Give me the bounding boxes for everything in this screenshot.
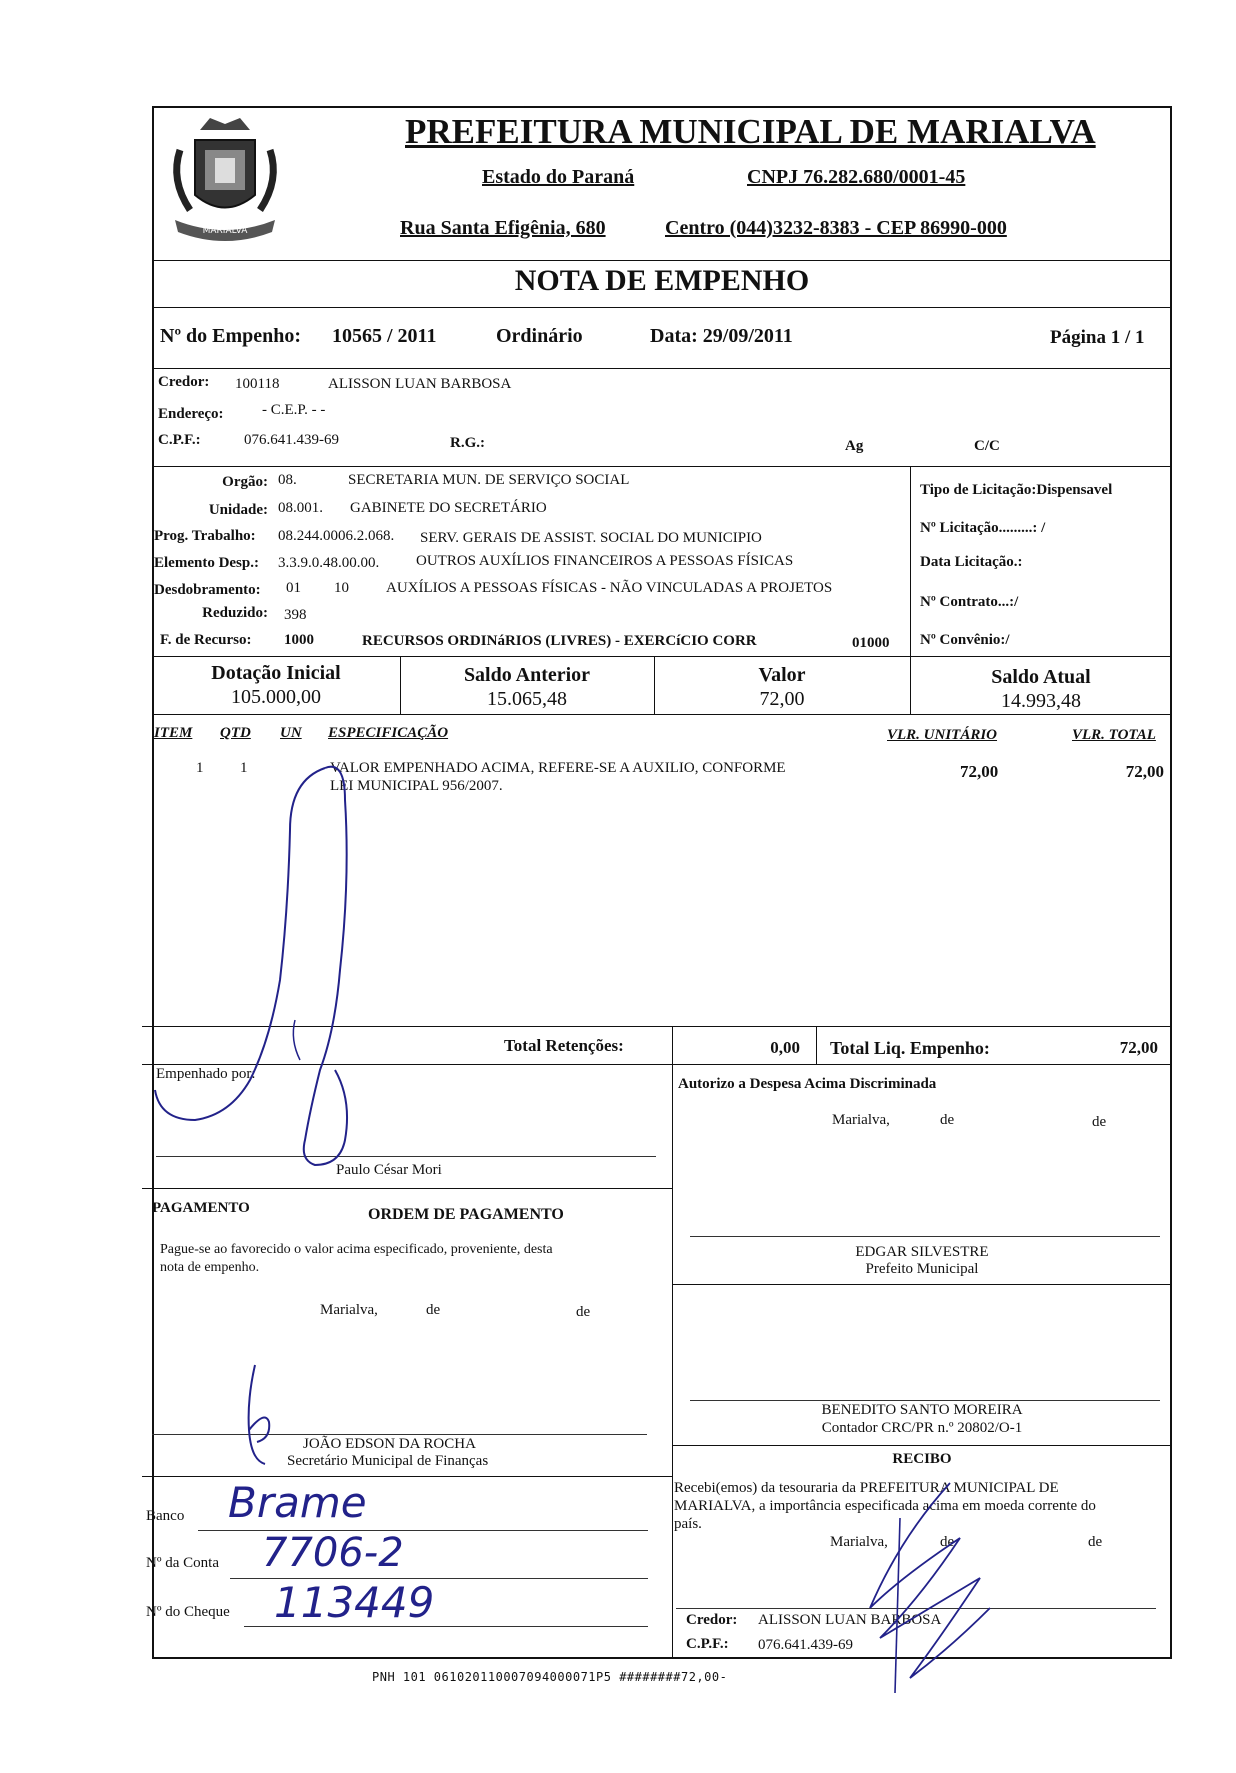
prog-code: 08.244.0006.2.068. — [278, 528, 395, 544]
recibo-credor-label: Credor: — [686, 1612, 738, 1628]
item-qtd: 1 — [240, 760, 248, 776]
retencoes-label: Total Retenções: — [504, 1036, 624, 1055]
credor-code: 100118 — [235, 376, 280, 392]
divider — [152, 656, 1172, 657]
fonte-code2: 01000 — [852, 635, 890, 651]
municipality-title: PREFEITURA MUNICIPAL DE MARIALVA — [405, 112, 1096, 151]
cheque-handwritten: 113449 — [274, 1578, 435, 1627]
divider — [672, 1026, 673, 1064]
page-number: Página 1 / 1 — [1050, 327, 1145, 348]
financas-signature — [235, 1360, 295, 1470]
desdobramento-label: Desdobramento: — [154, 582, 261, 598]
ordem-pagamento-label: ORDEM DE PAGAMENTO — [368, 1206, 564, 1223]
pagamento-de1: de — [426, 1302, 441, 1318]
ag-label: Ag — [845, 438, 864, 454]
fonte-label: F. de Recurso: — [160, 632, 252, 648]
orgao-code: 08. — [278, 472, 297, 488]
conta-handwritten: 7706-2 — [262, 1530, 404, 1576]
recibo-cpf-value: 076.641.439-69 — [758, 1637, 853, 1653]
financas-title: Secretário Municipal de Finanças — [287, 1453, 489, 1469]
item-vlr-unitario: 72,00 — [960, 762, 999, 781]
retencoes-value: 0,00 — [770, 1038, 800, 1057]
pagamento-label: PAGAMENTO — [152, 1200, 250, 1216]
signature-line — [690, 1236, 1160, 1237]
divider — [142, 1188, 672, 1189]
contact-label: Centro (044)3232-8383 - CEP 86990-000 — [665, 217, 1007, 239]
signature-line — [152, 1434, 647, 1435]
prefeito-name: EDGAR SILVESTRE — [855, 1244, 989, 1260]
divider — [152, 466, 1172, 467]
especificacao-header: ESPECIFICAÇÃO — [328, 725, 449, 741]
banco-handwritten: Brame — [228, 1478, 367, 1527]
divider — [142, 1476, 672, 1477]
elemento-code: 3.3.9.0.48.00.00. — [278, 555, 380, 571]
tipo-licitacao-text: Tipo de Licitação:Dispensavel — [920, 482, 1113, 498]
desdobramento-code2: 10 — [334, 580, 349, 596]
liquido-label: Total Liq. Empenho: — [830, 1038, 990, 1058]
desdobramento-name: AUXÍLIOS A PESSOAS FÍSICAS - NÃO VINCULADAS A PROJETOS — [386, 580, 833, 596]
elemento-name: OUTROS AUXÍLIOS FINANCEIROS A PESSOAS FÍSICAS — [416, 553, 794, 569]
qtd-header: QTD — [220, 725, 251, 741]
cpf-value: 076.641.439-69 — [244, 432, 339, 448]
endereco-label: Endereço: — [158, 406, 224, 422]
seal-text: MARIALVA — [202, 226, 248, 236]
reduzido-label: Reduzido: — [202, 605, 268, 621]
fonte-name: RECURSOS ORDINáRIOS (LIVRES) - EXERCíCIO CORR — [362, 633, 757, 649]
recibo-de2: de — [1088, 1534, 1103, 1550]
contador-title: Contador CRC/PR n.º 20802/O-1 — [821, 1420, 1023, 1436]
large-signature — [140, 740, 460, 1180]
divider — [672, 1445, 1172, 1446]
saldo-anterior-label: Saldo Anterior — [463, 664, 591, 686]
recibo-text-line2: MARIALVA, a importância especificada acima em moeda corrente do — [674, 1498, 1096, 1514]
item-spec-line2: LEI MUNICIPAL 956/2007. — [330, 778, 503, 794]
numero-licitacao: Nº Licitação.........: / — [920, 520, 1046, 536]
rg-label: R.G.: — [450, 435, 485, 451]
coat-of-arms-seal — [160, 110, 290, 250]
empenho-type: Ordinário — [496, 325, 583, 347]
pagamento-city: Marialva, — [320, 1302, 378, 1318]
autorizo-de1: de — [940, 1112, 955, 1128]
empenho-number: 10565 / 2011 — [332, 325, 437, 347]
cheque-label: Nº do Cheque — [146, 1604, 230, 1620]
numero-contrato: Nº Contrato...:/ — [920, 594, 1019, 610]
saldo-anterior-value: 15.065,48 — [487, 688, 567, 710]
autorizo-de2: de — [1092, 1114, 1107, 1130]
item-vlr-total: 72,00 — [1125, 762, 1164, 781]
unidade-code: 08.001. — [278, 500, 323, 516]
prog-name: SERV. GERAIS DE ASSIST. SOCIAL DO MUNICIPIO — [420, 530, 762, 546]
valor-value: 72,00 — [759, 688, 805, 710]
liquido-value: 72,00 — [1119, 1038, 1158, 1057]
recibo-city: Marialva, — [830, 1534, 888, 1550]
elemento-label: Elemento Desp.: — [154, 555, 259, 571]
orgao-name: SECRETARIA MUN. DE SERVIÇO SOCIAL — [348, 472, 630, 488]
fonte-code: 1000 — [284, 632, 314, 648]
item-header: ITEM — [154, 725, 193, 741]
item-number: 1 — [196, 760, 204, 776]
divider — [152, 714, 1172, 715]
recibo-text-line1: Recebi(emos) da tesouraria da PREFEITURA MUNICIPAL DE — [674, 1480, 1059, 1496]
cpf-label: C.P.F.: — [158, 432, 201, 448]
divider — [672, 1064, 673, 1659]
recibo-text-line3: país. — [674, 1516, 702, 1532]
recibo-de1: de — [940, 1534, 955, 1550]
reduzido-value: 398 — [284, 607, 307, 623]
dotacao-label: Dotação Inicial — [211, 662, 341, 684]
orgao-label: Orgão: — [222, 474, 268, 490]
divider — [152, 368, 1172, 369]
contador-name: BENEDITO SANTO MOREIRA — [821, 1402, 1023, 1418]
vlr-total-header: VLR. TOTAL — [1072, 727, 1156, 743]
tipo-licitacao — [920, 482, 1112, 499]
autorizo-city: Marialva, — [832, 1112, 890, 1128]
empenho-number-label: Nº do Empenho: — [160, 325, 302, 347]
state-label: Estado do Paraná — [482, 166, 635, 188]
data-licitacao: Data Licitação.: — [920, 554, 1023, 570]
address-label: Rua Santa Efigênia, 680 — [400, 217, 606, 239]
pagamento-de2: de — [576, 1304, 591, 1320]
conta-label: Nº da Conta — [146, 1555, 219, 1571]
credor-label: Credor: — [158, 374, 210, 390]
endereco-value: - C.E.P. - - — [262, 402, 326, 418]
signature-line — [690, 1400, 1160, 1401]
saldo-atual-value: 14.993,48 — [1001, 690, 1081, 712]
divider — [152, 307, 1172, 308]
footer-code: PNH 101 061020110007094000071P5 ########72,00- — [372, 1670, 728, 1684]
empenhado-label: Empenhado por: — [156, 1066, 256, 1082]
cc-label: C/C — [974, 438, 1000, 454]
numero-convenio: Nº Convênio:/ — [920, 632, 1010, 648]
recibo-title: RECIBO — [892, 1451, 952, 1467]
valor-label: Valor — [758, 664, 806, 686]
recibo-cpf-label: C.P.F.: — [686, 1636, 729, 1652]
empenhado-signer: Paulo César Mori — [336, 1162, 442, 1178]
pagamento-text-line2: nota de empenho. — [160, 1260, 260, 1275]
financas-signer: JOÃO EDSON DA ROCHA — [303, 1436, 476, 1452]
desdobramento-code1: 01 — [286, 580, 301, 596]
divider — [672, 1284, 1172, 1285]
divider — [816, 1026, 817, 1064]
cnpj-label: CNPJ 76.282.680/0001-45 — [747, 166, 966, 188]
banco-label: Banco — [146, 1508, 185, 1524]
pagamento-text-line1: Pague-se ao favorecido o valor acima especificado, proveniente, desta — [160, 1242, 553, 1257]
credor-name: ALISSON LUAN BARBOSA — [328, 376, 512, 392]
saldo-atual-label: Saldo Atual — [991, 666, 1091, 688]
un-header: UN — [280, 725, 302, 741]
recibo-credor-name: ALISSON LUAN BARBOSA — [758, 1612, 942, 1628]
empenho-date: Data: 29/09/2011 — [650, 325, 793, 347]
item-spec-line1: VALOR EMPENHADO ACIMA, REFERE-SE A AUXILIO, CONFORME — [330, 760, 786, 776]
divider — [152, 260, 1172, 261]
divider — [910, 466, 911, 656]
prog-label: Prog. Trabalho: — [154, 528, 256, 544]
dotacao-value: 105.000,00 — [231, 686, 321, 708]
vlr-unitario-header: VLR. UNITÁRIO — [887, 727, 998, 743]
autorizo-label: Autorizo a Despesa Acima Discriminada — [678, 1076, 937, 1092]
document-title: NOTA DE EMPENHO — [514, 264, 810, 297]
unidade-name: GABINETE DO SECRETÁRIO — [350, 500, 547, 516]
recibo-signature — [840, 1478, 1010, 1698]
prefeito-title: Prefeito Municipal — [865, 1261, 979, 1277]
unidade-label: Unidade: — [208, 502, 268, 518]
